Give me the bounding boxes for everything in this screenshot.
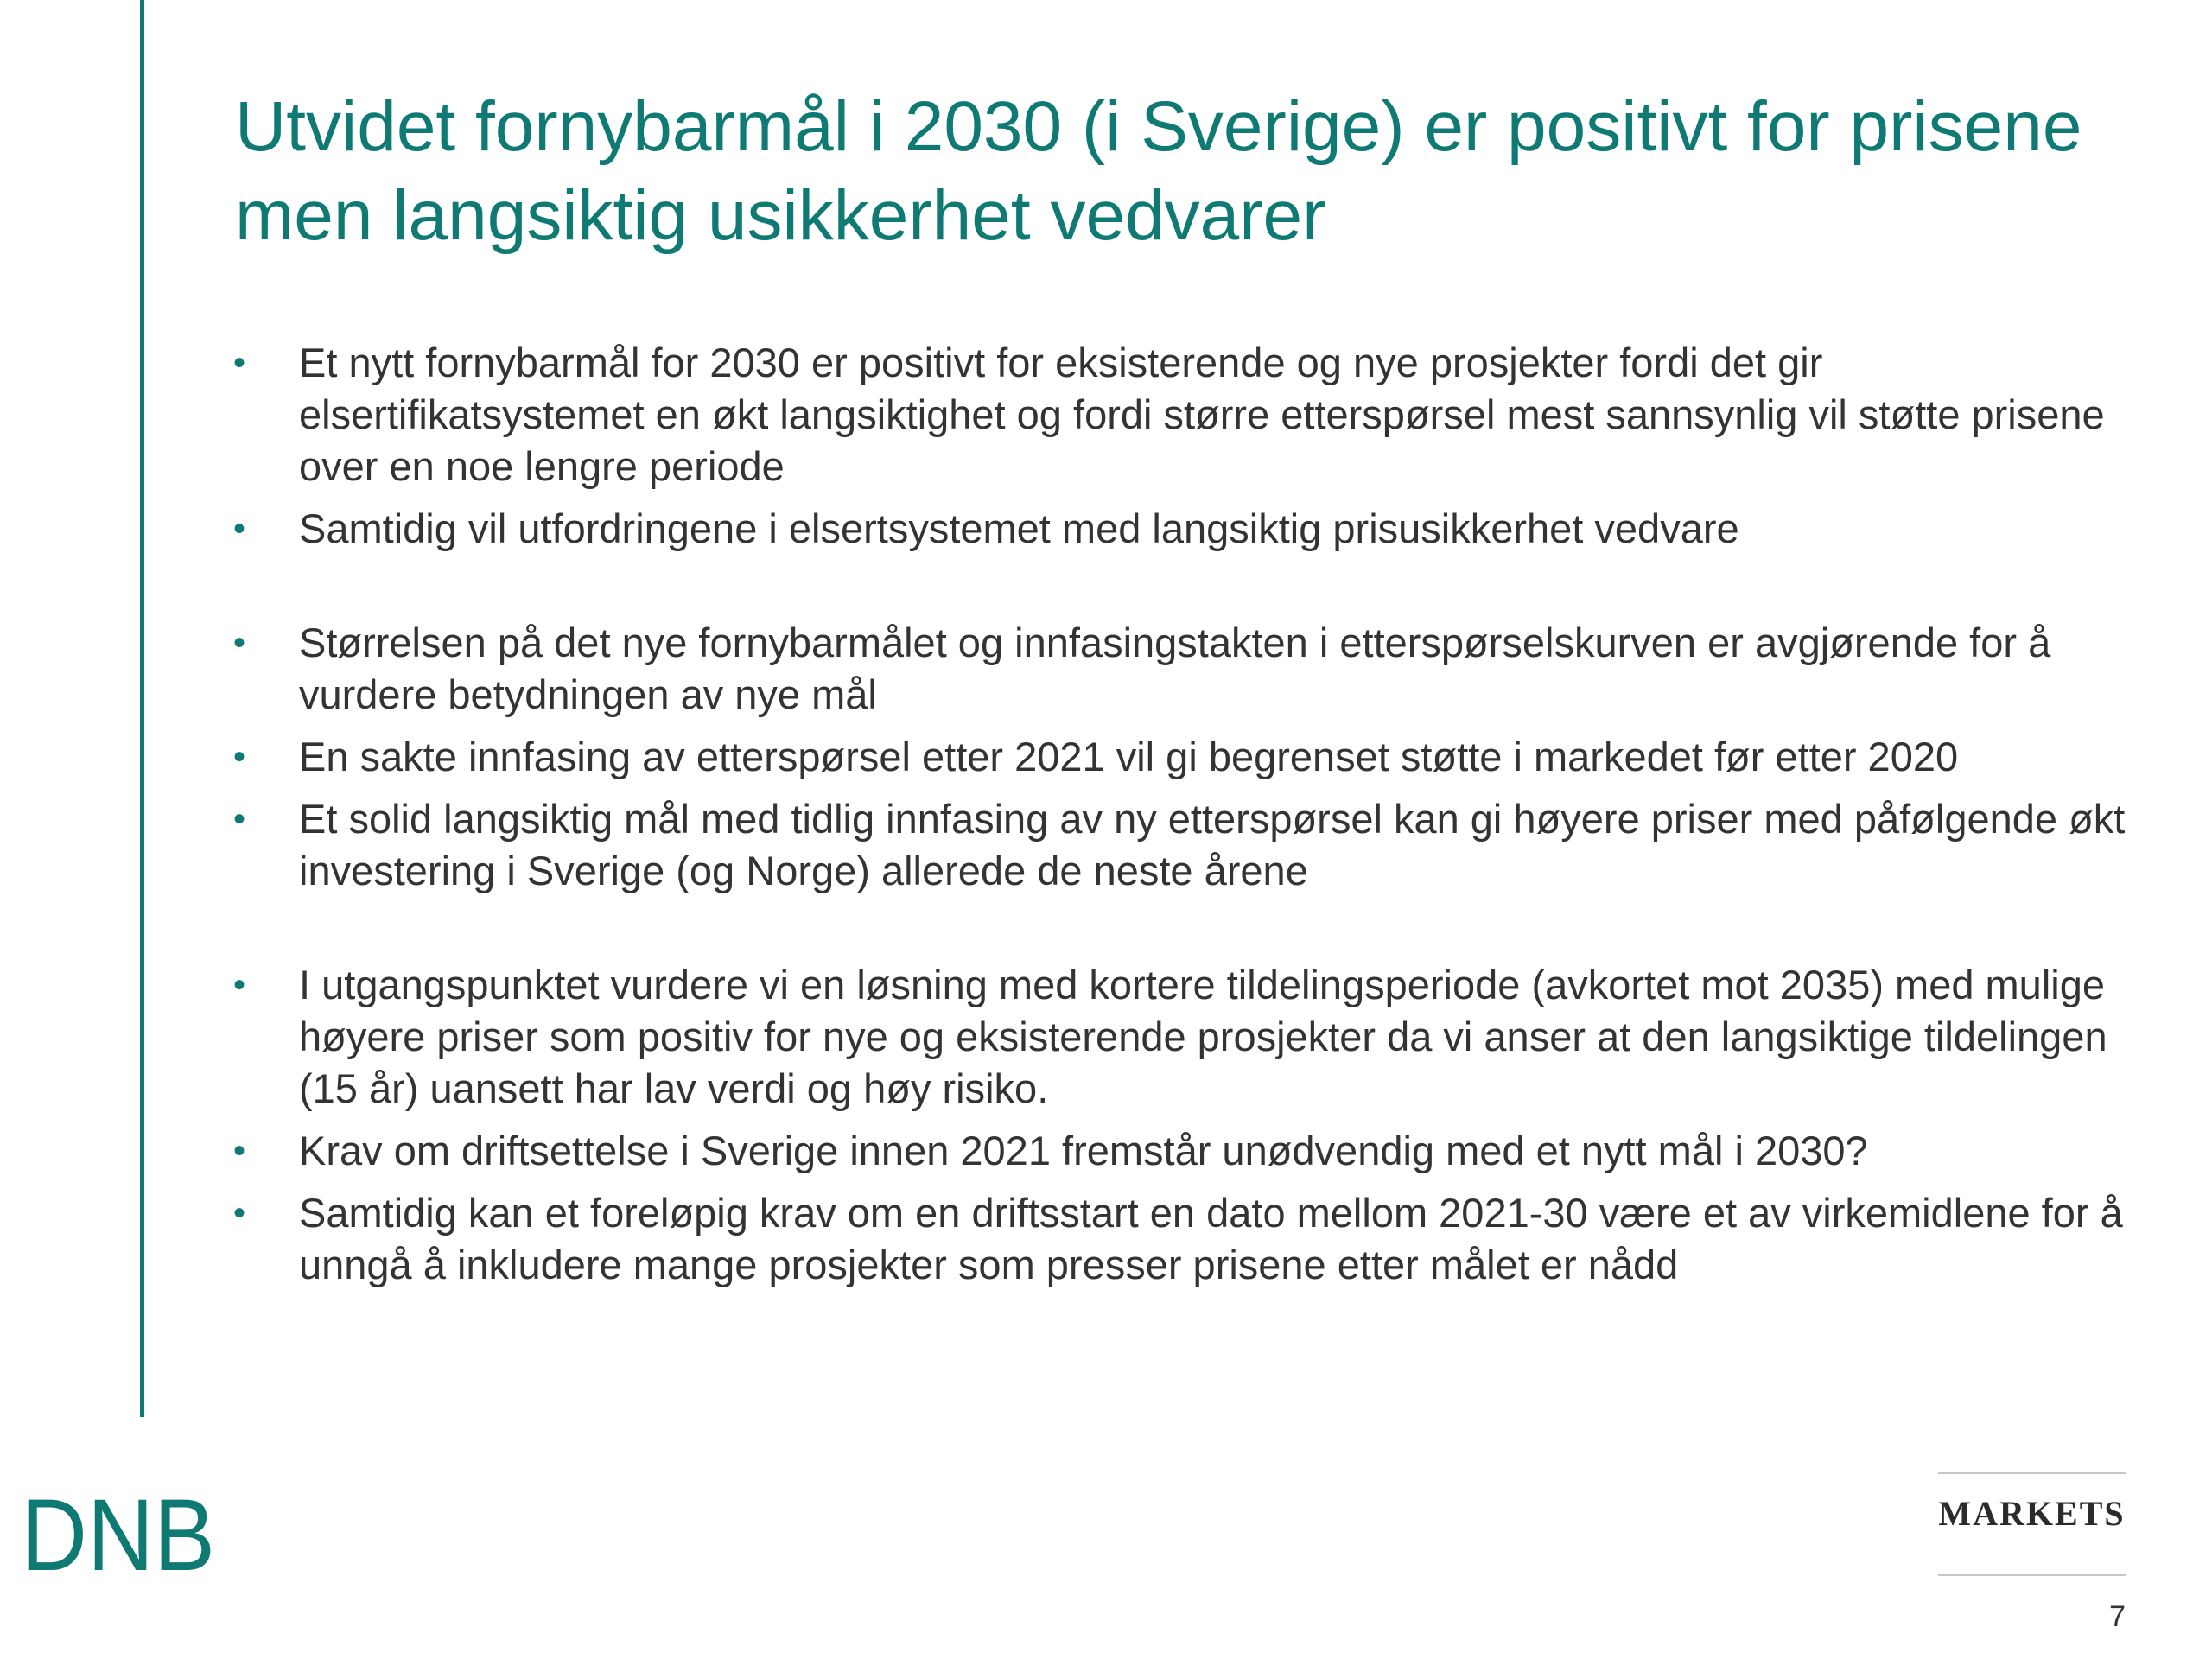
markets-top-rule — [1938, 1472, 2126, 1474]
bullet-dot-icon: • — [233, 800, 246, 838]
bullet-item — [232, 1125, 2176, 1177]
bullet-text: Samtidig vil utfordringene i elsertsystemet med langsiktig prisusikkerhet vedvare — [299, 505, 1739, 551]
bullet-content — [232, 337, 2176, 1353]
page-number: 7 — [2109, 1600, 2126, 1633]
slide-title: Utvidet fornybarmål i 2030 (i Sverige) er positivt for prisene men langsiktig usikkerhet vedvarer — [235, 87, 2082, 255]
bullet-item — [232, 1187, 2176, 1291]
bullet-dot-icon: • — [233, 1132, 246, 1170]
bullet-text: I utgangspunktet vurdere vi en løsning med kortere tildelingsperiode (avkortet mot 2035) med mulige høyere priser som positiv for nye og eksisterende prosjekter da vi anser at den langsiktige tildelingen (15 år) uansett har lav verdi og høy risiko. — [299, 962, 2107, 1111]
markets-bottom-rule — [1938, 1574, 2126, 1576]
bullet-item — [232, 503, 2176, 555]
bullet-dot-icon: • — [233, 1194, 246, 1232]
bullet-dot-icon: • — [233, 738, 246, 776]
bullet-dot-icon: • — [233, 510, 246, 548]
bullet-text: Størrelsen på det nye fornybarmålet og innfasingstakten i etterspørselskurven er avgjørende for å vurdere betydningen av nye mål — [299, 620, 2051, 717]
dnb-logo-text: DNB — [21, 1479, 215, 1592]
bullet-item — [232, 793, 2176, 897]
bullet-text: Et nytt fornybarmål for 2030 er positivt for eksisterende og nye prosjekter fordi det gir elsertifikatsystemet en økt langsiktighet og fordi større etterspørsel mest sannsynlig vil støtte prisene over en noe lengre periode — [299, 340, 2105, 489]
bullet-group — [232, 617, 2176, 897]
bullet-item — [232, 959, 2176, 1115]
markets-label: MARKETS — [1938, 1494, 2126, 1533]
bullet-item — [232, 337, 2176, 493]
bullet-group — [232, 337, 2176, 555]
bullet-text: Krav om driftsettelse i Sverige innen 2021 fremstår unødvendig med et nytt mål i 2030? — [299, 1128, 1868, 1173]
bullet-item — [232, 617, 2176, 721]
dnb-logo — [21, 1479, 219, 1592]
bullet-group — [232, 959, 2176, 1291]
bullet-dot-icon: • — [233, 624, 246, 662]
bullet-text: En sakte innfasing av etterspørsel etter 2021 vil gi begrenset støtte i markedet før etter 2020 — [299, 734, 1959, 779]
bullet-item — [232, 731, 2176, 783]
bullet-text: Et solid langsiktig mål med tidlig innfasing av ny etterspørsel kan gi høyere priser med påfølgende økt investering i Sverige (og Norge) allerede de neste årene — [299, 796, 2126, 893]
bullet-text: Samtidig kan et foreløpig krav om en driftsstart en dato mellom 2021-30 være et av virkemidlene for å unngå å inkludere mange prosjekter som presser prisene etter målet er nådd — [299, 1190, 2123, 1287]
accent-vertical-line — [140, 0, 144, 1417]
bullet-dot-icon: • — [233, 344, 246, 382]
bullet-dot-icon: • — [233, 966, 246, 1004]
